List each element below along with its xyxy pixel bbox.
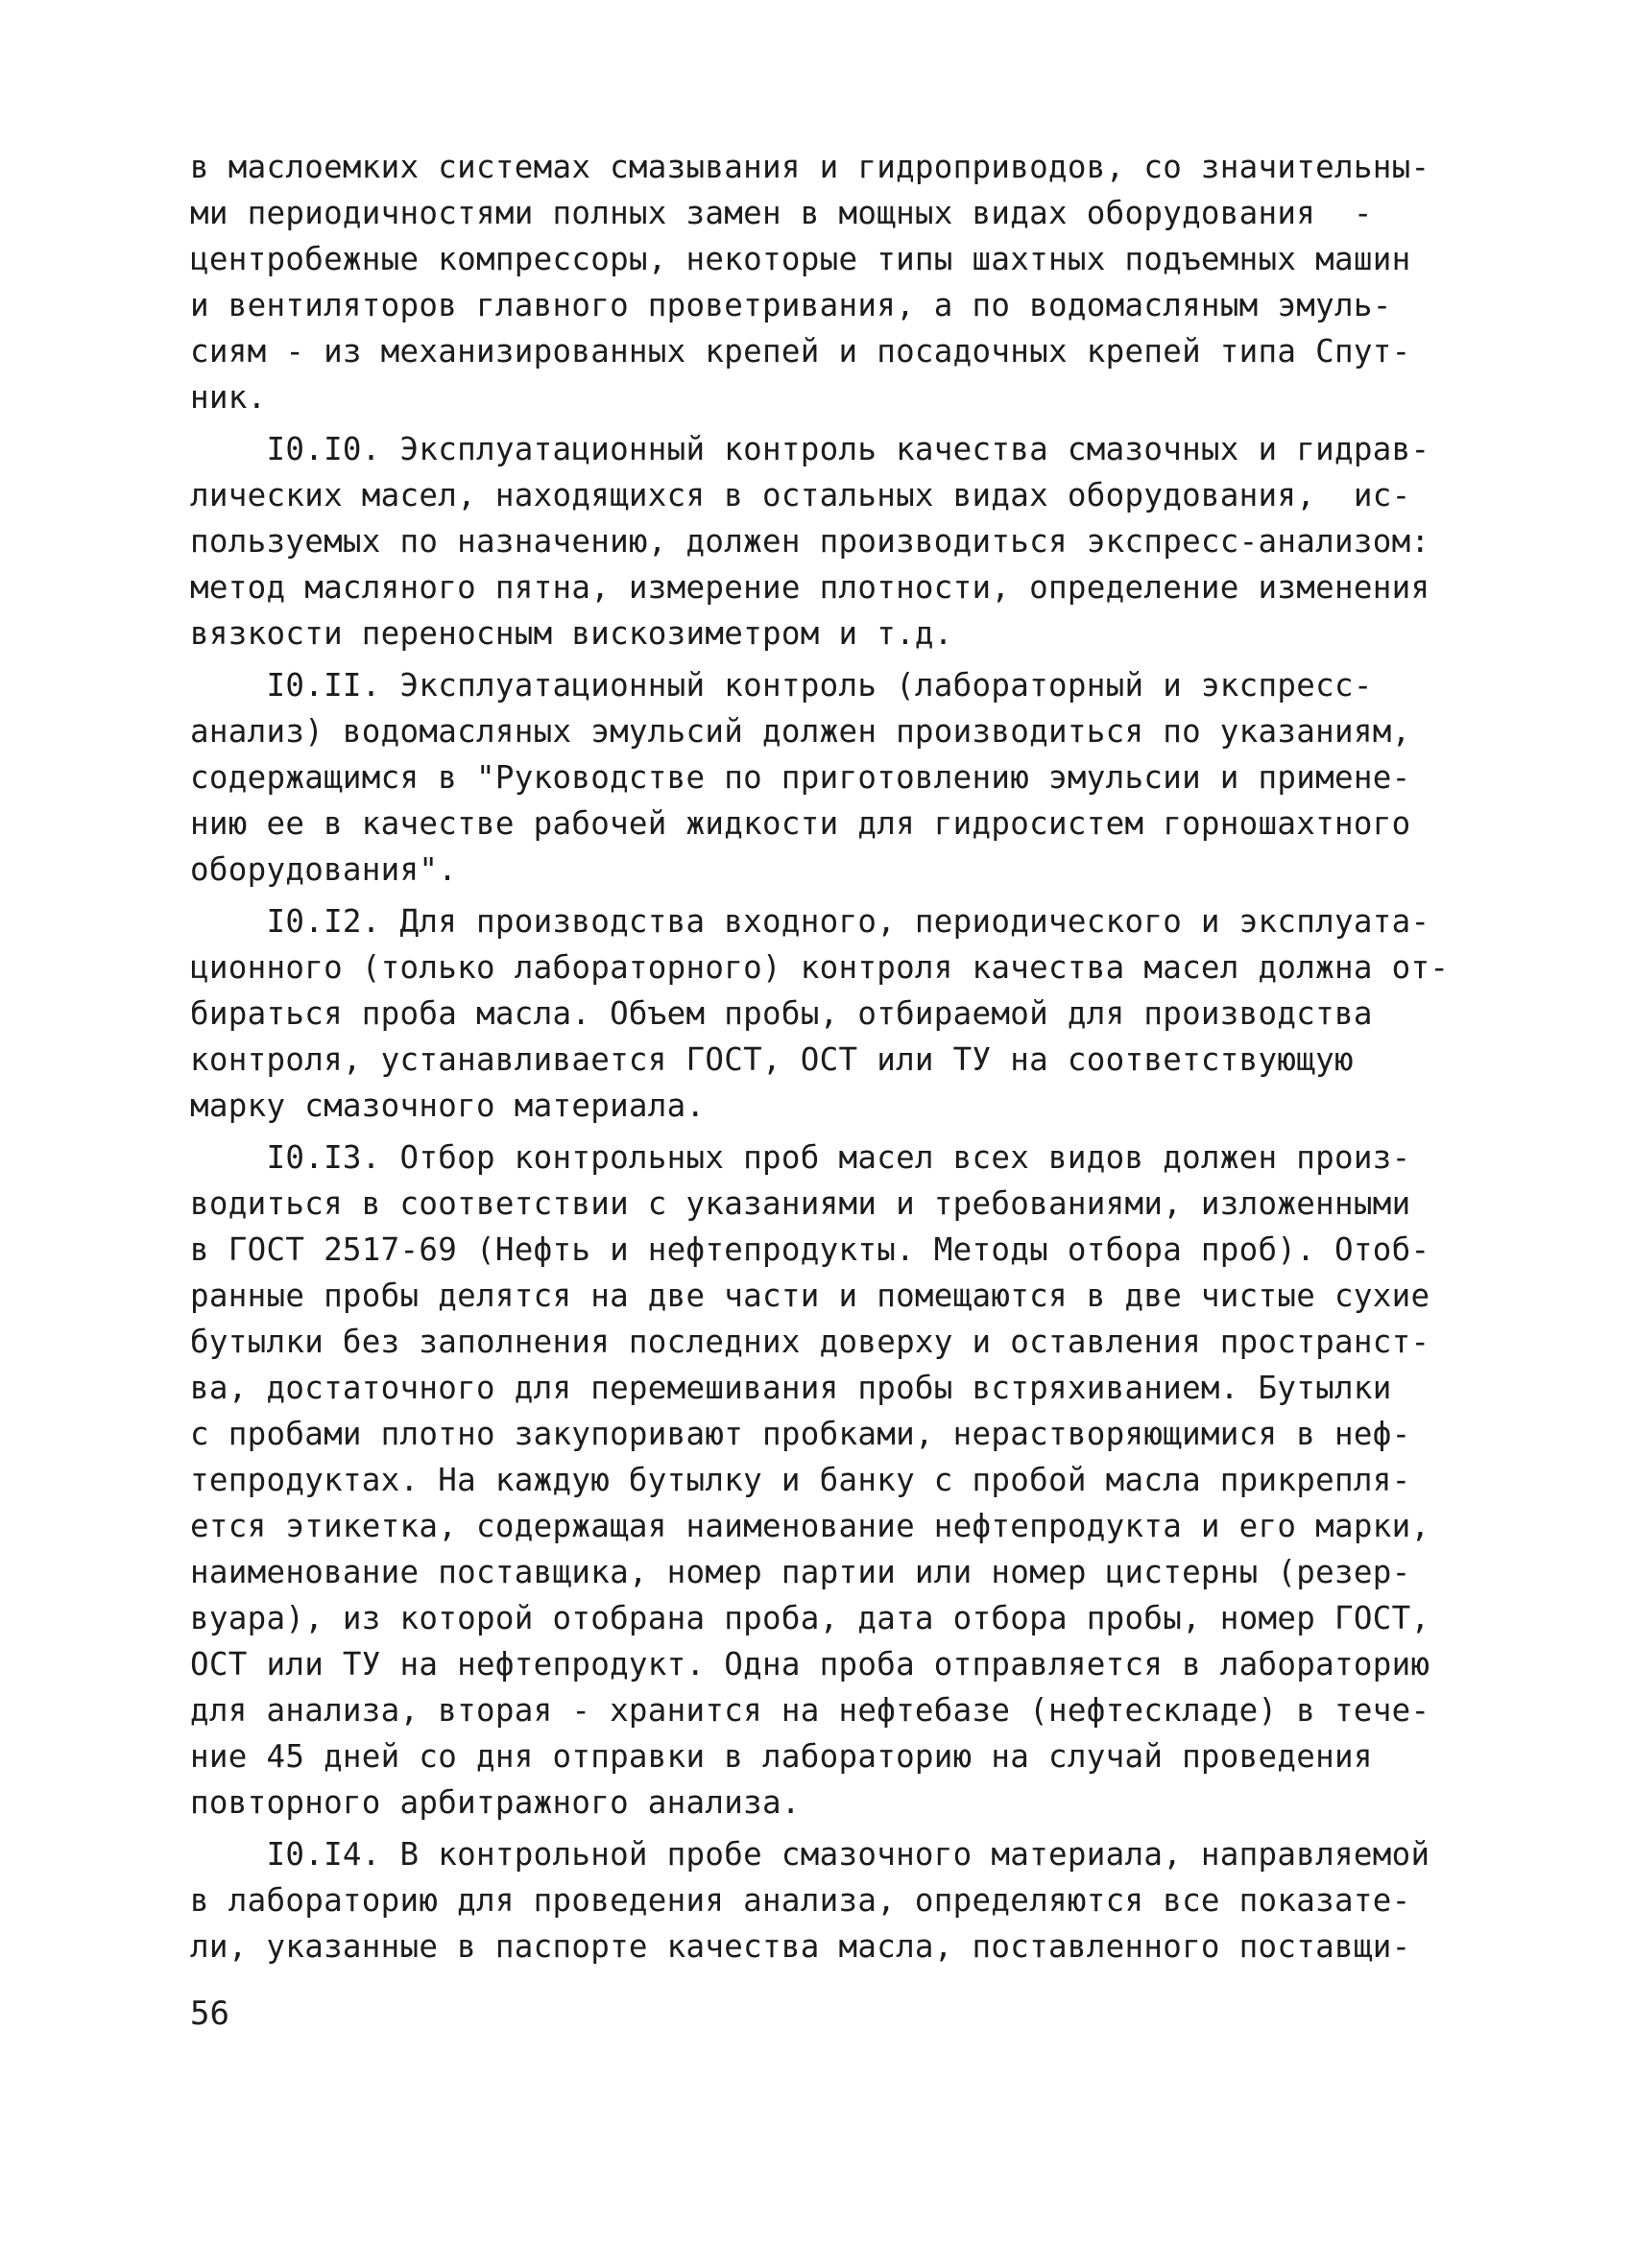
text-line: нию ее в качестве рабочей жидкости для гидросистем горношахтного xyxy=(190,805,1411,842)
text-line: вязкости переносным вискозиметром и т.д. xyxy=(190,615,953,652)
text-line: анализ) водомасляных эмульсий должен производиться по указаниям, xyxy=(190,713,1411,750)
text-line: бираться проба масла. Объем пробы, отбираемой для производства xyxy=(190,995,1373,1032)
text-line: ли, указанные в паспорте качества масла, поставленного поставщи- xyxy=(190,1928,1411,1965)
text-line: вуара), из которой отобрана проба, дата отбора пробы, номер ГОСТ, xyxy=(190,1600,1430,1636)
text-line: и вентиляторов главного проветривания, а по водомасляным эмуль- xyxy=(190,287,1392,323)
page-number: 56 xyxy=(190,1994,229,2033)
text-line: тепродуктах. На каждую бутылку и банку с пробой масла прикрепля- xyxy=(190,1462,1411,1498)
text-line: I0.I4. В контрольной пробе смазочного материала, направляемой xyxy=(190,1836,1430,1873)
text-line: с пробами плотно закупоривают пробками, нерастворяющимися в неф- xyxy=(190,1416,1411,1452)
text-line: лических масел, находящихся в остальных видах оборудования, ис- xyxy=(190,477,1411,513)
text-line: I0.II. Эксплуатационный контроль (лабораторный и экспресс- xyxy=(190,667,1373,704)
text-line: в ГОСТ 2517-69 (Нефть и нефтепродукты. Методы отбора проб). Отоб- xyxy=(190,1231,1430,1268)
text-line: оборудования". xyxy=(190,851,458,888)
text-line: бутылки без заполнения последних доверху и оставления пространст- xyxy=(190,1324,1430,1360)
text-line: центробежные компрессоры, некоторые типы шахтных подъемных машин xyxy=(190,241,1411,277)
text-line: I0.I2. Для производства входного, периодического и эксплуата- xyxy=(190,903,1430,940)
text-line: I0.I0. Эксплуатационный контроль качества смазочных и гидрав- xyxy=(190,431,1430,467)
text-line: контроля, устанавливается ГОСТ, ОСТ или ТУ на соответствующую xyxy=(190,1041,1354,1078)
text-line: в маслоемких системах смазывания и гидроприводов, со значительны- xyxy=(190,149,1430,185)
text-line: марку смазочного материала. xyxy=(190,1087,706,1124)
text-line: повторного арбитражного анализа. xyxy=(190,1784,801,1821)
text-line: наименование поставщика, номер партии или номер цистерны (резер- xyxy=(190,1554,1411,1590)
text-line: содержащимся в "Руководстве по приготовлению эмульсии и примене- xyxy=(190,759,1411,796)
text-line: ется этикетка, содержащая наименование нефтепродукта и его марки, xyxy=(190,1508,1430,1544)
text-line: для анализа, вторая - хранится на нефтебазе (нефтескладе) в тече- xyxy=(190,1692,1430,1729)
text-line: ник. xyxy=(190,379,267,416)
text-line: пользуемых по назначению, должен производиться экспресс-анализом: xyxy=(190,523,1430,560)
text-line: ми периодичностями полных замен в мощных видах оборудования - xyxy=(190,195,1373,231)
text-line: водиться в соответствии с указаниями и требованиями, изложенными xyxy=(190,1185,1411,1222)
text-line: ОСТ или ТУ на нефтепродукт. Одна проба отправляется в лабораторию xyxy=(190,1646,1430,1683)
text-line: I0.I3. Отбор контрольных проб масел всех видов должен произ- xyxy=(190,1139,1411,1176)
text-line: ранные пробы делятся на две части и помещаются в две чистые сухие xyxy=(190,1277,1430,1314)
text-line: ние 45 дней со дня отправки в лабораторию на случай проведения xyxy=(190,1738,1373,1775)
text-line: в лабораторию для проведения анализа, определяются все показате- xyxy=(190,1882,1411,1919)
text-line: ва, достаточного для перемешивания пробы встряхиванием. Бутылки xyxy=(190,1370,1392,1406)
text-line: метод масляного пятна, измерение плотности, определение изменения xyxy=(190,569,1430,606)
text-line: ционного (только лабораторного) контроля качества масел должна от- xyxy=(190,949,1450,986)
text-line: сиям - из механизированных крепей и посадочных крепей типа Спут- xyxy=(190,333,1411,370)
